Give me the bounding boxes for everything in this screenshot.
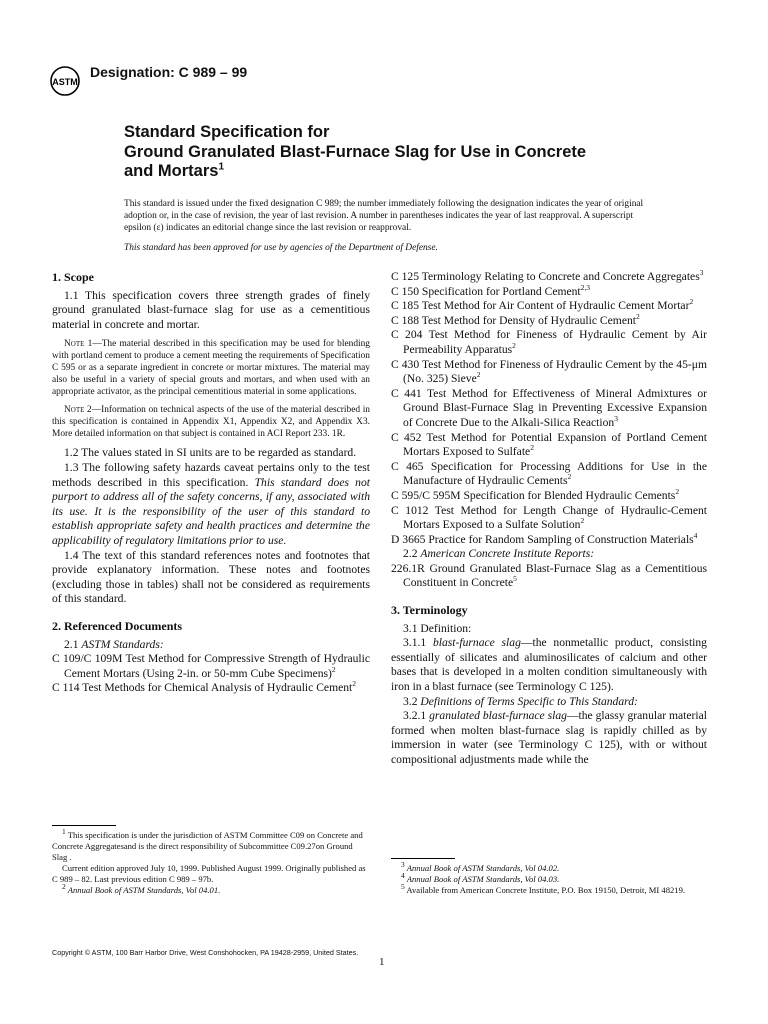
logo-text: ASTM [52, 77, 78, 87]
footnote-1 [52, 827, 370, 863]
note-1-text: 1—The material described in this specification may be used for blending with portland cement to produce a cement meeting the requirements of Specification C 595 or as a separate ingredient in concrete or mortar mixtures. The material may also be useful in a variety of special grouts and mortars, and when used with an appropriate activator, as the principal cementitious material in some applications. [52, 339, 370, 398]
page-number: 1 [379, 956, 385, 968]
footnote-2-text: Annual Book of ASTM Standards, Vol 04.01. [65, 885, 221, 895]
section-3-1: 3.1 Definition: [403, 621, 472, 635]
footnote-1-edition: Current edition approved July 10, 1999. Published August 1999. Originally published as C 989 – 82. Last previous edition C 989 – 97b. [52, 863, 366, 884]
section-3-2-1 [391, 709, 707, 767]
left-column [52, 270, 370, 696]
ref-226-1r-text: 226.1R Ground Granulated Blast-Furnace Slag as a Cementitious Constituent in Concrete [391, 561, 707, 590]
designation: Designation: C 989 – 99 [90, 64, 248, 80]
ref-c185-text: C 185 Test Method for Air Content of Hydraulic Cement Mortar [391, 299, 690, 313]
footnote-2-mark: 2 [62, 882, 66, 892]
footnote-mark: 2,3 [580, 282, 591, 292]
title-line-1: Standard Specification for [124, 123, 330, 141]
note-1 [52, 338, 370, 398]
section-1-1: 1.1 This specification covers three strength grades of finely ground granulated blast-furnace slag for use as a cementitious material in concrete and mortar. [52, 288, 370, 331]
ref-c150 [391, 282, 707, 300]
ref-c441 [391, 387, 707, 431]
footnote-mark: 2 [352, 679, 357, 689]
ref-c185 [391, 299, 707, 314]
note-2 [52, 404, 370, 440]
footnote-mark: 3 [699, 268, 704, 278]
footnote-3-mark: 3 [401, 860, 405, 870]
ref-c114 [52, 681, 370, 696]
footnote-rule [52, 825, 116, 826]
right-column [391, 270, 707, 768]
footnote-mark: 2 [512, 341, 516, 351]
ref-c441-text: C 441 Test Method for Effectiveness of Mineral Admixtures or Ground Blast-Furnace Slag in Preventing Excessive Expansion of Concrete Due to the Alkali-Silica Reaction [391, 386, 707, 429]
footnote-1-text: This specification is under the jurisdiction of ASTM Committee C09 on Concrete and Concrete Aggregatesand is the direct responsibility of Subcommittee C09.27on Ground Slag . [52, 830, 363, 862]
section-1-2: 1.2 The values stated in SI units are to be regarded as standard. [64, 446, 357, 460]
section-3-1-1-text: —the nonmetallic product, consisting essentially of silicates and aluminosilicates of calcium and other bases that is developed in a molten condition simultaneously with iron in a blast furnace (see Terminology C 125). [391, 636, 707, 694]
footnote-5-text: Available from American Concrete Institute, P.O. Box 19150, Detroit, MI 48219. [404, 885, 686, 895]
ref-c1012-text: C 1012 Test Method for Length Change of Hydraulic-Cement Mortars Exposed to a Sulfate Solution [391, 503, 707, 532]
footnote-4-text: Annual Book of ASTM Standards, Vol 04.03. [404, 874, 560, 884]
section-3-2-num: 3.2 [403, 694, 421, 708]
intro-paragraph: This standard is issued under the fixed designation C 989; the number immediately following the designation indicates the year of original adoption or, in the case of revision, the year of last revision. A number in parentheses indicates the year of last reapproval. A superscript epsilon (ε) indicates an editorial change since the last revision or reapproval. [124, 199, 644, 233]
section-3-2-1-text: —the glassy granular material formed when molten blast-furnace slag is rapidly chilled as by immersion in water (see Terminology C 125), with or without compositional adjustments made while the [391, 709, 707, 766]
ref-c125-text: C 125 Terminology Relating to Concrete and Concrete Aggregates [391, 270, 700, 283]
section-2-1 [52, 638, 370, 653]
ref-d3665-text: D 3665 Practice for Random Sampling of Construction Materials [391, 532, 694, 546]
section-2-2 [391, 547, 707, 562]
title-line-2: Ground Granulated Blast-Furnace Slag for Use in Concrete [124, 142, 587, 161]
footnote-3-text: Annual Book of ASTM Standards, Vol 04.02. [404, 863, 560, 873]
section-3-1-1-num: 3.1.1 [403, 636, 433, 650]
ref-c125 [391, 270, 707, 285]
section-3-1-1 [391, 636, 707, 694]
footnote-mark: 2 [689, 297, 694, 307]
footnote-mark: 2 [580, 516, 585, 526]
right-footnotes [391, 860, 707, 896]
footnote-2 [52, 882, 370, 896]
document-title [124, 123, 684, 182]
title-footnote-mark: 1 [218, 161, 224, 173]
footnote-mark: 2 [635, 311, 640, 321]
title-line-3: and Mortars [124, 162, 219, 180]
footnote-mark: 2 [675, 487, 680, 497]
ref-c188-text: C 188 Test Method for Density of Hydraulic Cement [391, 313, 636, 327]
ref-c109-text: C 109/C 109M Test Method for Compressive Strength of Hydraulic Cement Mortars (Using 2-in. or 50-mm Cube Specimens) [52, 652, 370, 680]
aci-reports-label: American Concrete Institute Reports: [420, 547, 595, 561]
footnote-mark: 5 [513, 574, 517, 584]
astm-standards-label: ASTM Standards: [81, 637, 164, 651]
section-2-1-num: 2.1 [64, 637, 82, 651]
section-1-4: 1.4 The text of this standard references notes and footnotes that provide explanatory information. These notes and footnotes (excluding those in tables) shall not be considered as requirements of this standard. [52, 548, 370, 606]
ref-c204 [391, 328, 707, 357]
dod-approval-note: This standard has been approved for use by agencies of the Department of Defense. [124, 243, 438, 253]
ref-c188 [391, 311, 707, 329]
ref-c595-text: C 595/C 595M Specification for Blended Hydraulic Cements [391, 488, 676, 502]
referenced-documents-heading: 2. Referenced Documents [52, 618, 183, 633]
ref-d3665 [391, 530, 707, 548]
footnote-4-mark: 4 [401, 871, 405, 881]
footnote-mark: 2 [476, 370, 481, 380]
copyright-notice: Copyright © ASTM, 100 Barr Harbor Drive, West Conshohocken, PA 19428-2959, United States. [52, 948, 359, 957]
standard-intro [124, 198, 644, 262]
safety-caveat: This standard does not purport to address all of the safety concerns, if any, associated with its use. It is the responsibility of the user of this standard to establish appropriate safety and health practices and determine the applicability of regulatory limitations prior to use. [52, 475, 370, 547]
ref-c109 [52, 652, 370, 681]
astm-logo [50, 64, 80, 98]
footnote-mark: 3 [614, 414, 618, 424]
footnote-rule [391, 858, 455, 859]
section-1-3 [52, 461, 370, 549]
footnote-mark: 2 [567, 472, 572, 482]
ref-c465 [391, 460, 707, 489]
ref-c465-text: C 465 Specification for Processing Additions for Use in the Manufacture of Hydraulic Cements [391, 459, 707, 488]
term-granulated-slag: granulated blast-furnace slag [429, 709, 567, 723]
footnote-1-mark: 1 [62, 827, 66, 837]
ref-c595 [391, 489, 707, 504]
section-1-3-text: 1.3 The following safety hazards caveat pertains only to the test methods described in this specification. [52, 460, 370, 489]
section-3-2 [391, 695, 707, 710]
footnote-5 [391, 882, 707, 896]
ref-c430 [391, 358, 707, 387]
ref-c114-text: C 114 Test Methods for Chemical Analysis of Hydraulic Cement [52, 681, 353, 695]
left-footnotes [52, 827, 370, 896]
scope-heading: 1. Scope [52, 270, 94, 284]
footnote-4 [391, 871, 707, 885]
footnote-mark: 2 [530, 443, 534, 453]
ref-226-1r [391, 562, 707, 591]
ref-c204-text: C 204 Test Method for Fineness of Hydraulic Cement by Air Permeability Apparatus [391, 328, 707, 356]
footnote-5-mark: 5 [401, 882, 405, 892]
ref-c1012 [391, 504, 707, 533]
section-2-2-num: 2.2 [403, 547, 421, 561]
footnote-3 [391, 860, 707, 874]
ref-c452 [391, 431, 707, 460]
note-1-label: Note [64, 339, 85, 350]
note-2-text: 2—Information on technical aspects of the use of the material described in this specification is contained in Appendix X1, Appendix X2, and Appendix X3. More detailed information on that subject is contained in ACI Report 233. 1R. [52, 405, 370, 440]
term-blast-furnace-slag: blast-furnace slag [432, 636, 521, 650]
ref-c452-text: C 452 Test Method for Potential Expansion of Portland Cement Mortars Exposed to Sulfate [391, 430, 707, 459]
terminology-heading: 3. Terminology [391, 603, 468, 618]
footnote-mark: 2 [331, 664, 336, 674]
ref-c430-text: C 430 Test Method for Fineness of Hydraulic Cement by the 45-μm (No. 325) Sieve [391, 357, 707, 386]
ref-c150-text: C 150 Specification for Portland Cement [391, 284, 581, 298]
footnote-mark: 4 [693, 530, 698, 540]
section-3-2-1-num: 3.2.1 [403, 709, 430, 723]
note-2-label: Note [64, 405, 85, 416]
section-3-2-label: Definitions of Terms Specific to This Standard: [420, 694, 638, 708]
